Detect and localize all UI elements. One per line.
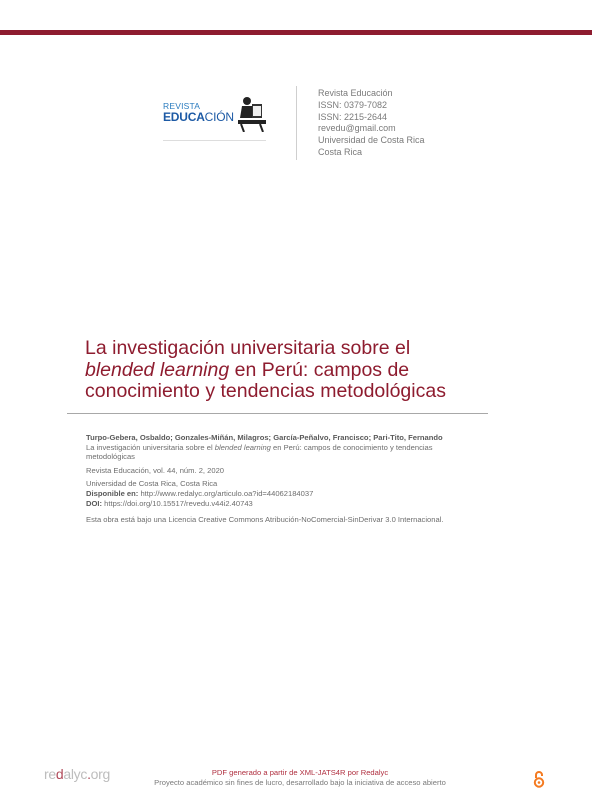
issn-print: ISSN: 0379-7082 [318, 99, 388, 110]
available-link[interactable]: http://www.redalyc.org/articulo.oa?id=44062184037 [140, 488, 314, 498]
logo-text-cion: CIÓN [204, 110, 234, 124]
available-label: Disponible en: [86, 488, 139, 498]
footer-project: Proyecto académico sin fines de lucro, desarrollado bajo la iniciativa de acceso abierto [154, 778, 446, 787]
logo-text-educa: EDUCA [163, 110, 205, 124]
title-line-1: La investigación universitaria sobre el [85, 337, 411, 359]
footer-generated[interactable]: PDF generado a partir de XML-JATS4R por Redalyc [211, 768, 389, 777]
redalyc-logo-part-1: re [44, 766, 56, 782]
doi-label: DOI: [86, 498, 103, 508]
citation-available [86, 489, 506, 499]
open-access-icon[interactable] [533, 770, 545, 788]
reader-figure-icon [238, 94, 266, 132]
citation-title-italic: blended learning [214, 442, 271, 452]
title-divider [67, 413, 488, 414]
journal-logo [163, 90, 266, 142]
journal-country: Costa Rica [318, 146, 363, 157]
citation-authors: Turpo-Gebera, Osbaldo; Gonzales-Miñán, Milagros; García-Peñalvo, Francisco; Pari-Tito, Fernando [86, 433, 443, 442]
title-line-2 [85, 360, 515, 382]
citation-doi [86, 499, 506, 509]
redalyc-logo-part-2: d [55, 766, 64, 782]
redalyc-logo-part-5: org [90, 766, 110, 782]
doi-link[interactable]: https://doi.org/10.15517/revedu.v44i2.40743 [104, 498, 253, 508]
citation-journal: Revista Educación, vol. 44, núm. 2, 2020 [86, 465, 225, 475]
journal-university: Universidad de Costa Rica [318, 135, 425, 146]
citation-title-suffix: en Perú: campos de conocimiento y tendencias [270, 442, 433, 452]
license-notice[interactable]: Esta obra está bajo una Licencia Creative Commons Atribución-NoComercial-SinDerivar 3.0 Internacional. [86, 515, 444, 524]
header-divider [296, 86, 297, 160]
logo-underline [163, 140, 266, 141]
citation-university: Universidad de Costa Rica, Costa Rica [86, 479, 218, 489]
issn-electronic: ISSN: 2215-2644 [318, 111, 388, 122]
journal-name: Revista Educación [318, 88, 393, 98]
citation-title-line-2: metodológicas [86, 452, 135, 462]
citation-title-prefix: La investigación universitaria sobre el [86, 442, 215, 452]
title-italic: blended learning [85, 358, 230, 381]
header-bar [0, 30, 592, 35]
article-title [85, 338, 515, 403]
redalyc-logo-part-4: . [87, 766, 91, 782]
logo-text-educacion [163, 110, 234, 124]
citation-title [86, 443, 506, 453]
title-line-3: conocimiento y tendencias metodológicas [85, 380, 446, 402]
footer-text [120, 768, 480, 788]
journal-info [318, 88, 425, 159]
logo-text-revista: REVISTA [163, 101, 201, 111]
citation-block [86, 433, 506, 508]
title-line-2-rest: en Perú: campos de [229, 358, 410, 381]
redalyc-logo[interactable] [44, 766, 110, 782]
journal-email[interactable]: revedu@gmail.com [318, 123, 396, 134]
redalyc-logo-part-3: alyc [63, 766, 88, 782]
